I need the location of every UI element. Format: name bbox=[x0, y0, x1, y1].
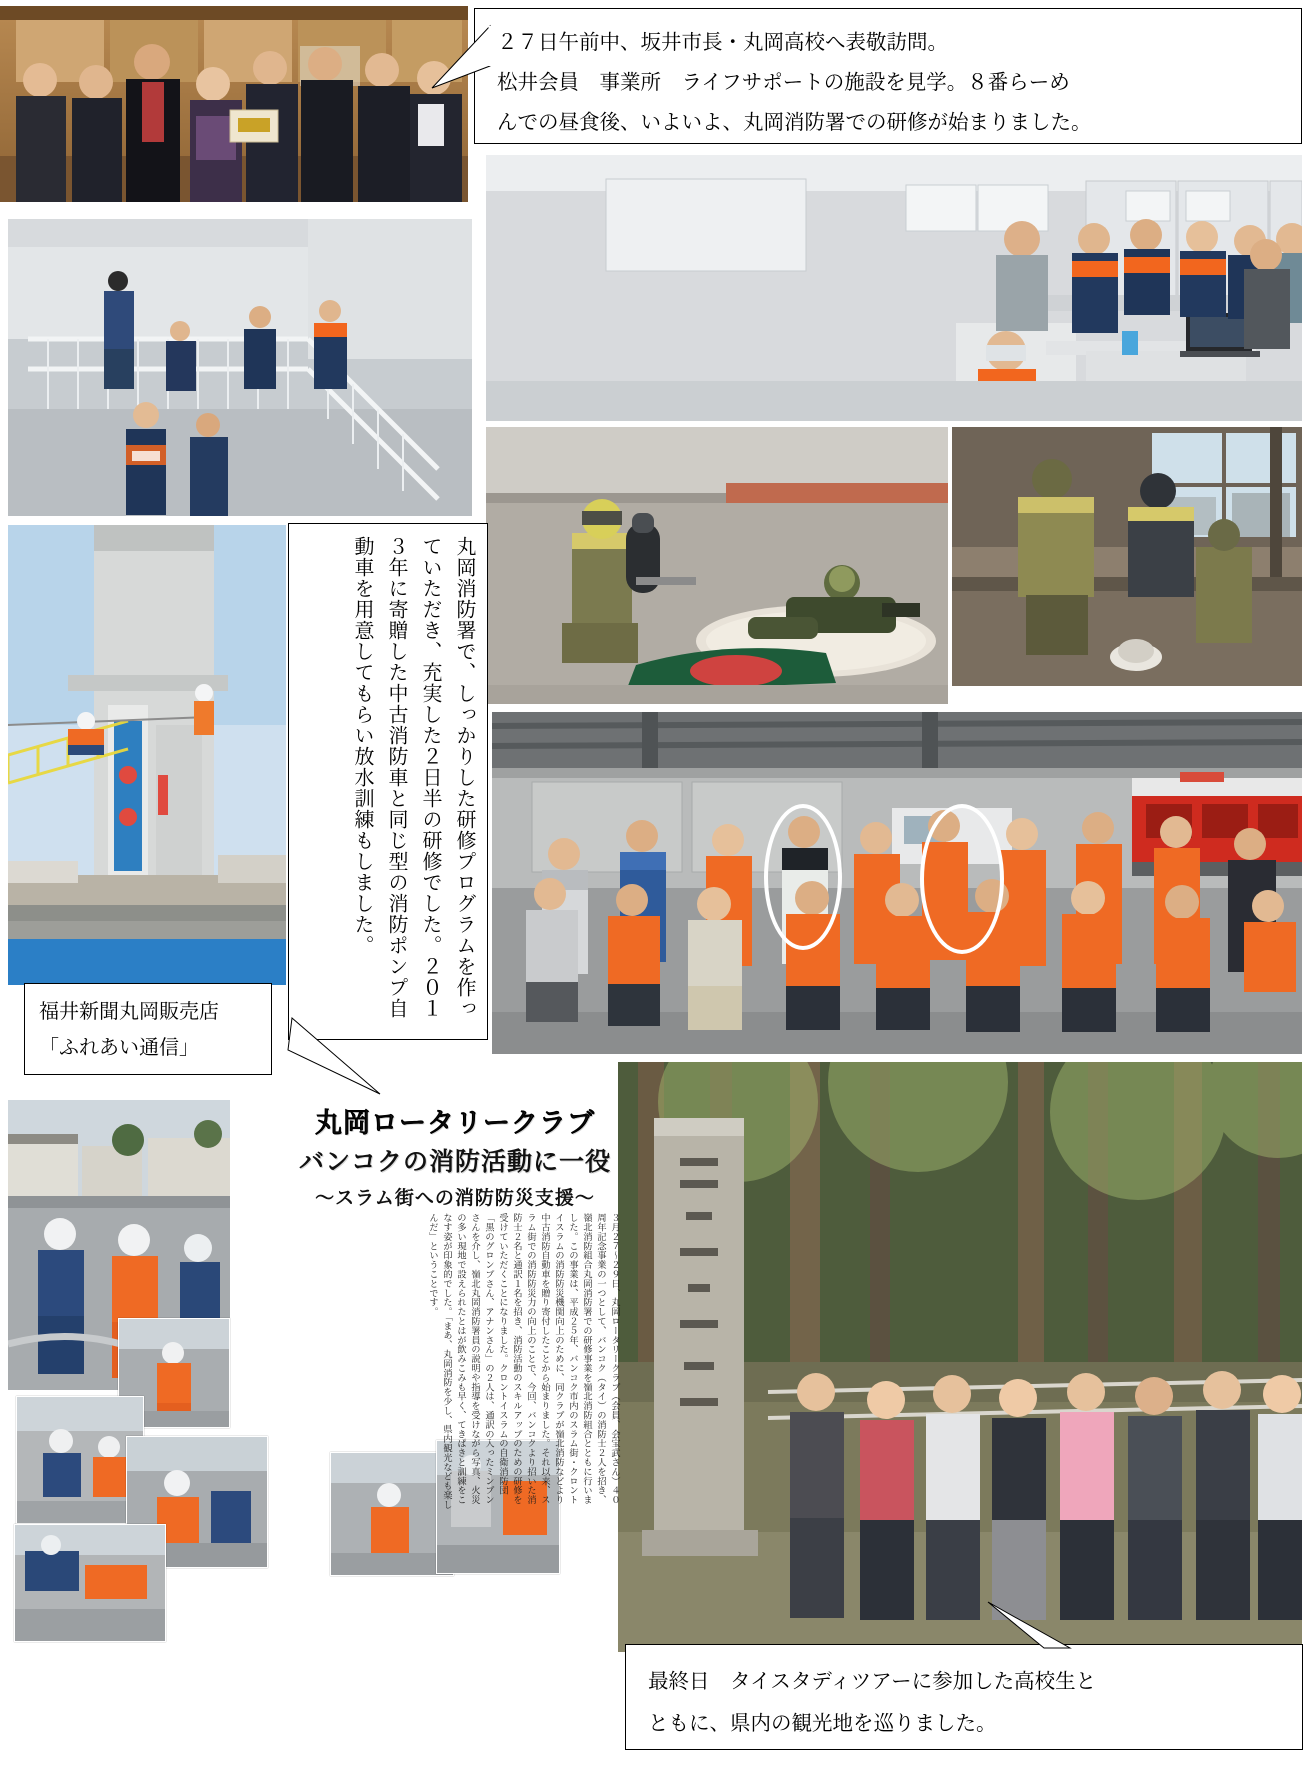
callout-top-line-1: ２７日午前中、坂井市長・丸岡高校へ表敬訪問。 bbox=[497, 32, 948, 54]
photo-group-firestation bbox=[492, 712, 1302, 1054]
callout-source-line-1: 福井新聞丸岡販売店 bbox=[39, 1001, 219, 1023]
photo-stairs bbox=[8, 219, 472, 516]
photo-monument-group bbox=[618, 1062, 1302, 1652]
callout-top bbox=[474, 8, 1302, 144]
photo-gear-room-image bbox=[952, 427, 1302, 686]
photo-mini-4-image bbox=[15, 1525, 165, 1641]
photo-mini-4 bbox=[14, 1524, 166, 1642]
newspaper-headline-sub: バンコクの消防活動に一役 bbox=[298, 1149, 611, 1176]
callout-bottom-tail bbox=[984, 1600, 1074, 1652]
callout-bottom-line-1: 最終日 タイスタディツアーに参加した高校生と bbox=[648, 1671, 1097, 1693]
photo-ceremony-image bbox=[0, 6, 468, 202]
callout-bottom-line-2: ともに、県内の観光地を巡りました。 bbox=[648, 1713, 997, 1735]
photo-mini-2-image bbox=[17, 1397, 143, 1523]
callout-vertical-text: 丸岡消防署で、しっかりした研修プログラムを作っていただき、充実した２日半の研修でした。２０１３年に寄贈した中古消防車と同じ型の消防ポンプ自動車を用意してもらい放水訓練もしました。 bbox=[351, 536, 475, 1019]
callout-vertical-tail bbox=[270, 1016, 390, 1102]
newspaper-body-text bbox=[232, 1213, 622, 1513]
photo-group-firestation-image bbox=[492, 712, 1302, 1054]
callout-top-line-3: んでの昼食後、いよいよ、丸岡消防署での研修が始まりました。 bbox=[497, 112, 1092, 134]
photo-monument-group-image bbox=[618, 1062, 1302, 1652]
callout-source bbox=[24, 983, 272, 1075]
newspaper-body-paragraph: ３月２７〜２９日、丸岡ロータリークラブ（会員、会宝武さん）４０周年記念事業の一つとして、バンコク（タイ）の消防士２人を招き、嶺北消防組合丸岡消防署での研修事業を嶺北消防組合とともに行いました。この事業は、平成２５年、バンコク市内のスラム街・クロントイスラムの消防防災機関向上のために、同クラブが嶺北消防などより中古消防自動車を贈り寄付したことから始まりました。それ以来、スラム街での消防防災力の向上のことで、今回、バンコクより招いた消防士２名と通訳１名を招き、消防活動のスキルアップのための研修を受けていただくことになりました。クロントイスラムの自衛消防団「黒のグロンプさん、アナンさん」の２人は、通訳の入ったミンブンさんを介し、嶺北丸岡消防署員の説明や指導を受けながら写真、火災の多い現地で設えられたとはが飲みこみも早く、てきぱきと訓練をこなす姿が印象的でした。「まあ、丸岡消防を少し、県内観光なども楽しんだ」ということです。 bbox=[428, 1213, 620, 1510]
callout-top-tail bbox=[430, 22, 490, 92]
callout-vertical bbox=[288, 523, 488, 1040]
newspaper-clipping bbox=[232, 1095, 622, 1655]
photo-ceremony bbox=[0, 6, 468, 202]
photo-office-briefing bbox=[486, 155, 1302, 421]
photo-mini-2 bbox=[16, 1396, 144, 1524]
newspaper-headline-block bbox=[290, 1101, 620, 1210]
newspaper-headline-main: 丸岡ロータリークラブ bbox=[315, 1108, 595, 1138]
photo-air-pack bbox=[486, 427, 948, 704]
photo-drill-tower bbox=[8, 525, 286, 985]
photo-office-briefing-image bbox=[486, 155, 1302, 421]
callout-source-line-2: 「ふれあい通信」 bbox=[39, 1037, 199, 1059]
newspaper-headline-third: 〜スラム街への消防防災支援〜 bbox=[315, 1188, 595, 1209]
photo-gear-room bbox=[952, 427, 1302, 686]
photo-drill-tower-image bbox=[8, 525, 286, 985]
callout-bottom bbox=[625, 1644, 1303, 1750]
callout-top-line-2: 松井会員 事業所 ライフサポートの施設を見学。８番らーめ bbox=[497, 72, 1070, 94]
photo-air-pack-image bbox=[486, 427, 948, 704]
photo-stairs-image bbox=[8, 219, 472, 516]
